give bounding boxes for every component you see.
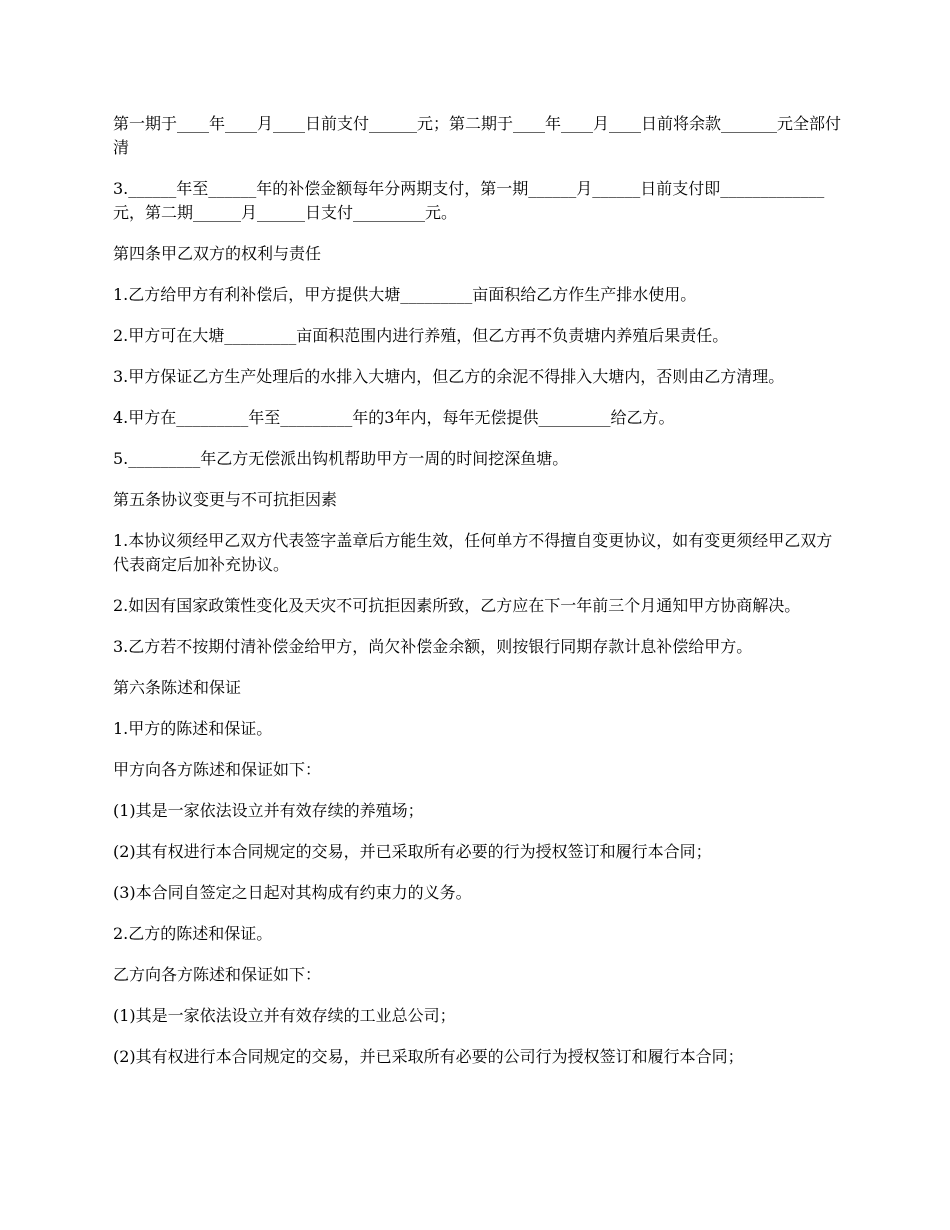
party-b-representations-intro: 乙方向各方陈述和保证如下： [113, 965, 322, 984]
party-a-representations-intro: 甲方向各方陈述和保证如下： [113, 760, 322, 779]
party-a-representation-1: (1)其是一家依法设立并有效存续的养殖场； [113, 801, 424, 820]
article-4-item-4: 4.甲方在_________年至_________年的3年内，每年无偿提供_________给乙方。 [113, 408, 675, 427]
article-6-heading: 第六条陈述和保证 [113, 678, 242, 697]
article-5-item-3: 3.乙方若不按期付清补偿金给甲方，尚欠补偿金余额，则按银行同期存款计息补偿给甲方。 [113, 637, 753, 656]
document-body [113, 112, 847, 1086]
article-4-heading: 第四条甲乙双方的权利与责任 [113, 244, 322, 263]
article-4-item-3: 3.甲方保证乙方生产处理后的水排入大塘内，但乙方的余泥不得排入大塘内，否则由乙方清理。 [113, 367, 785, 386]
article-5-heading: 第五条协议变更与不可抗拒因素 [113, 490, 338, 509]
article-4-item-5: 5._________年乙方无偿派出钩机帮助甲方一周的时间挖深鱼塘。 [113, 449, 569, 468]
article-4-item-1: 1.乙方给甲方有利补偿后，甲方提供大塘_________亩面积给乙方作生产排水使用。 [113, 285, 697, 304]
party-b-representations-title: 2.乙方的陈述和保证。 [113, 924, 273, 943]
party-a-representations-title: 1.甲方的陈述和保证。 [113, 719, 273, 738]
payment-schedule-line: 第一期于____年____月____日前支付______元；第二期于____年____月____日前将余款_______元全部付清 [113, 114, 842, 157]
party-a-representation-3: (3)本合同自签定之日起对其构成有约束力的义务。 [113, 883, 472, 902]
article-5-item-1: 1.本协议须经甲乙双方代表签字盖章后方能生效，任何单方不得擅自变更协议，如有变更须经甲乙双方代表商定后加补充协议。 [113, 531, 833, 574]
article-4-item-2: 2.甲方可在大塘_________亩面积范围内进行养殖，但乙方再不负责塘内养殖后果责任。 [113, 326, 729, 345]
party-b-representation-1: (1)其是一家依法设立并有效存续的工业总公司； [113, 1006, 456, 1025]
clause-3-compensation: 3.______年至______年的补偿金额每年分两期支付，第一期______月______日前支付即_____________元，第二期______月______日支付_________元。 [113, 179, 825, 222]
party-b-representation-2: (2)其有权进行本合同规定的交易，并已采取所有必要的公司行为授权签订和履行本合同； [113, 1047, 744, 1066]
party-a-representation-2: (2)其有权进行本合同规定的交易，并已采取所有必要的行为授权签订和履行本合同； [113, 842, 712, 861]
article-5-item-2: 2.如因有国家政策性变化及天灾不可抗拒因素所致，乙方应在下一年前三个月通知甲方协商解决。 [113, 596, 801, 615]
